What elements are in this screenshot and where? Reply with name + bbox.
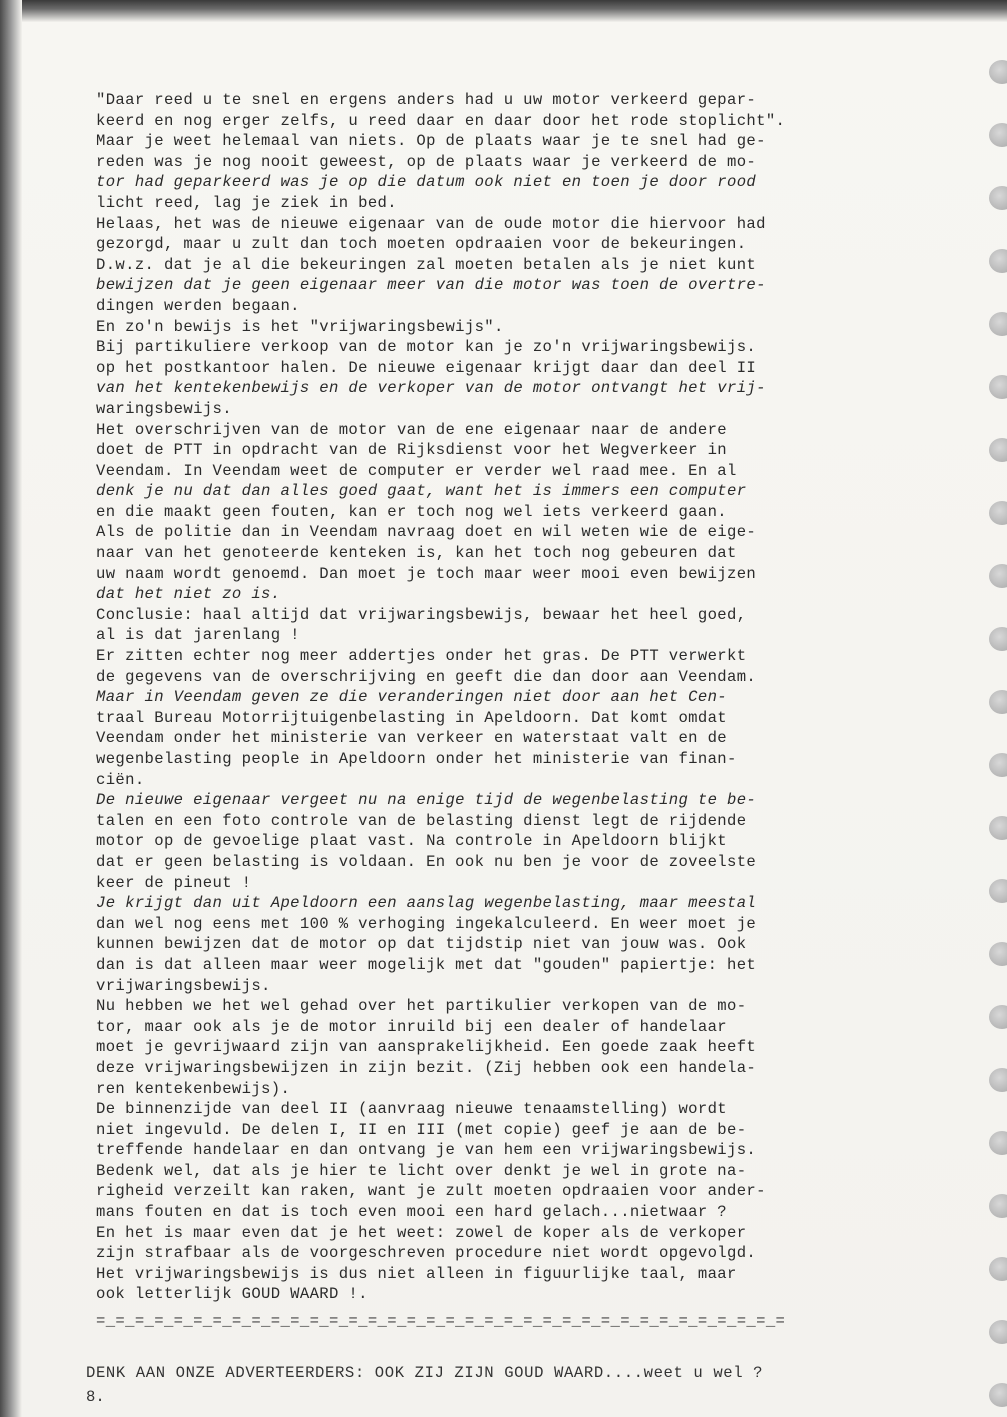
text-line: Maar je weet helemaal van niets. Op de plaats waar je te snel had ge- — [96, 132, 766, 151]
text-line: Het overschrijven van de motor van de ene eigenaar naar de andere — [96, 420, 728, 439]
text-line: talen en een foto controle van de belasting dienst legt de rijdende — [96, 811, 747, 830]
text-line: Maar in Veendam geven ze die veranderingen niet door aan het Cen- — [96, 688, 728, 707]
text-line: Als de politie dan in Veendam navraag doet en wil weten wie de eige- — [96, 523, 757, 542]
text-line: Helaas, het was de nieuwe eigenaar van de oude motor die hiervoor had — [96, 214, 766, 233]
text-line: uw naam wordt genoemd. Dan moet je toch maar weer mooi even bewijzen — [96, 564, 757, 583]
text-line: doet de PTT in opdracht van de Rijksdienst voor het Wegverkeer in — [96, 441, 728, 460]
text-line: Conclusie: haal altijd dat vrijwaringsbewijs, bewaar het heel goed, — [96, 605, 747, 624]
text-line: righeid verzeilt kan raken, want je zult moeten opdraaien voor ander- — [96, 1182, 766, 1201]
binder-hole — [989, 753, 1007, 777]
text-line: motor op de gevoelige plaat vast. Na controle in Apeldoorn blijkt — [96, 832, 728, 851]
section-divider: =_=_=_=_=_=_=_=_=_=_=_=_=_=_=_=_=_=_=_=_=_=_=_=_=_=_=_=_=_=_=_=_=_=_=_= — [96, 1312, 786, 1330]
text-line: moet je gevrijwaard zijn van aansprakelijkheid. Een goede zaak heeft — [96, 1038, 757, 1057]
text-line: Je krijgt dan uit Apeldoorn een aanslag wegenbelasting, maar meestal — [96, 894, 757, 913]
text-line: dat het niet zo is. — [96, 585, 281, 604]
text-line: deze vrijwaringsbewijzen in zijn bezit. (Zij hebben ook een handela- — [96, 1058, 757, 1077]
text-line: en die maakt geen fouten, kan er toch nog wel iets verkeerd gaan. — [96, 502, 728, 521]
text-line: gezorgd, maar u zult dan toch moeten opdraaien voor de bekeuringen. — [96, 235, 747, 254]
text-line: al is dat jarenlang ! — [96, 626, 300, 645]
text-line: reden was je nog nooit geweest, op de plaats waar je verkeerd de mo- — [96, 152, 757, 171]
binder-hole — [989, 816, 1007, 840]
text-line: dat er geen belasting is voldaan. En ook nu ben je voor de zoveelste — [96, 852, 757, 871]
text-line: dingen werden begaan. — [96, 296, 300, 315]
text-line: mans fouten en dat is toch even mooi een hard gelach...nietwaar ? — [96, 1203, 728, 1222]
binder-hole — [989, 1005, 1007, 1029]
text-line: Het vrijwaringsbewijs is dus niet alleen in figuurlijke taal, maar — [96, 1264, 737, 1283]
binder-hole — [989, 123, 1007, 147]
text-line: "Daar reed u te snel en ergens anders had u uw motor verkeerd gepar- — [96, 91, 757, 109]
binder-hole — [989, 249, 1007, 273]
text-line: keer de pineut ! — [96, 873, 252, 892]
scan-top-edge — [18, 0, 1007, 22]
text-line: En het is maar even dat je het weet: zowel de koper als de verkoper — [96, 1223, 747, 1242]
text-line: ook letterlijk GOUD WAARD !. — [96, 1285, 368, 1304]
text-line: op het postkantoor halen. De nieuwe eigenaar krijgt daar dan deel II — [96, 358, 757, 377]
text-line: Veendam. In Veendam weet de computer er verder wel raad mee. En al — [96, 461, 737, 480]
text-line: van het kentekenbewijs en de verkoper van de motor ontvangt het vrij- — [96, 379, 766, 398]
text-line: denk je nu dat dan alles goed gaat, want het is immers een computer — [96, 482, 747, 501]
text-line: naar van het genoteerde kenteken is, kan het toch nog gebeuren dat — [96, 544, 737, 563]
text-line: ciën. — [96, 770, 145, 789]
text-line: Bedenk wel, dat als je hier te licht over denkt je wel in grote na- — [96, 1161, 747, 1180]
binder-hole — [989, 690, 1007, 714]
article-body — [96, 90, 976, 1305]
text-line: En zo'n bewijs is het "vrijwaringsbewijs". — [96, 317, 504, 336]
binder-hole — [989, 1131, 1007, 1155]
text-line: waringsbewijs. — [96, 399, 232, 418]
binder-hole — [989, 627, 1007, 651]
footer-slogan: DENK AAN ONZE ADVERTEERDERS: OOK ZIJ ZIJN GOUD WAARD....weet u wel ? — [86, 1364, 764, 1382]
text-line: bewijzen dat je geen eigenaar meer van die motor was toen de overtre- — [96, 276, 766, 295]
binder-hole — [989, 1383, 1007, 1407]
binder-hole — [989, 1320, 1007, 1344]
binder-hole — [989, 879, 1007, 903]
text-line: tor had geparkeerd was je op die datum ook niet en toen je door rood — [96, 173, 757, 192]
text-line: De binnenzijde van deel II (aanvraag nieuwe tenaamstelling) wordt — [96, 1100, 728, 1119]
text-line: keerd en nog erger zelfs, u reed daar en daar door het rode stoplicht". — [96, 111, 786, 130]
text-line: dan wel nog eens met 100 % verhoging ingekalculeerd. En weer moet je — [96, 914, 757, 933]
text-line: treffende handelaar en dan ontvang je van hem een vrijwaringsbewijs. — [96, 1141, 757, 1160]
binder-hole — [989, 1068, 1007, 1092]
text-line: kunnen bewijzen dat de motor op dat tijdstip niet van jouw was. Ook — [96, 935, 747, 954]
text-line: Er zitten echter nog meer addertjes onder het gras. De PTT verwerkt — [96, 647, 747, 666]
text-line: Nu hebben we het wel gehad over het partikulier verkopen van de mo- — [96, 997, 747, 1016]
binder-hole — [989, 564, 1007, 588]
binder-hole — [989, 1257, 1007, 1281]
binder-hole — [989, 438, 1007, 462]
page-number: 8. — [86, 1388, 105, 1406]
text-line: zijn strafbaar als de voorgeschreven procedure niet wordt opgevolgd. — [96, 1244, 757, 1263]
binder-hole — [989, 942, 1007, 966]
text-line: traal Bureau Motorrijtuigenbelasting in Apeldoorn. Dat komt omdat — [96, 708, 728, 727]
binder-hole — [989, 375, 1007, 399]
text-line: Bij partikuliere verkoop van de motor kan je zo'n vrijwaringsbewijs. — [96, 338, 757, 357]
scan-left-edge — [0, 0, 22, 1417]
text-line: wegenbelasting people in Apeldoorn onder het ministerie van finan- — [96, 750, 737, 768]
text-line: vrijwaringsbewijs. — [96, 976, 271, 995]
binder-hole — [989, 1194, 1007, 1218]
text-line: dan is dat alleen maar weer mogelijk met dat "gouden" papiertje: het — [96, 955, 757, 974]
text-line: De nieuwe eigenaar vergeet nu na enige tijd de wegenbelasting te be- — [96, 791, 757, 810]
text-line: tor, maar ook als je de motor inruild bij een dealer of handelaar — [96, 1017, 728, 1036]
text-line: D.w.z. dat je al die bekeuringen zal moeten betalen als je niet kunt — [96, 255, 757, 274]
binder-hole — [989, 186, 1007, 210]
binder-hole — [989, 312, 1007, 336]
binder-hole — [989, 501, 1007, 525]
text-line: de gegevens van de overschrijving en geeft die dan door aan Veendam. — [96, 667, 757, 686]
text-line: Veendam onder het ministerie van verkeer en waterstaat valt en de — [96, 729, 728, 748]
text-line: niet ingevuld. De delen I, II en III (met copie) geef je aan de be- — [96, 1120, 747, 1139]
text-line: licht reed, lag je ziek in bed. — [96, 193, 397, 212]
binder-hole — [989, 60, 1007, 84]
binder-holes — [983, 60, 1007, 1417]
text-line: ren kentekenbewijs). — [96, 1079, 291, 1098]
